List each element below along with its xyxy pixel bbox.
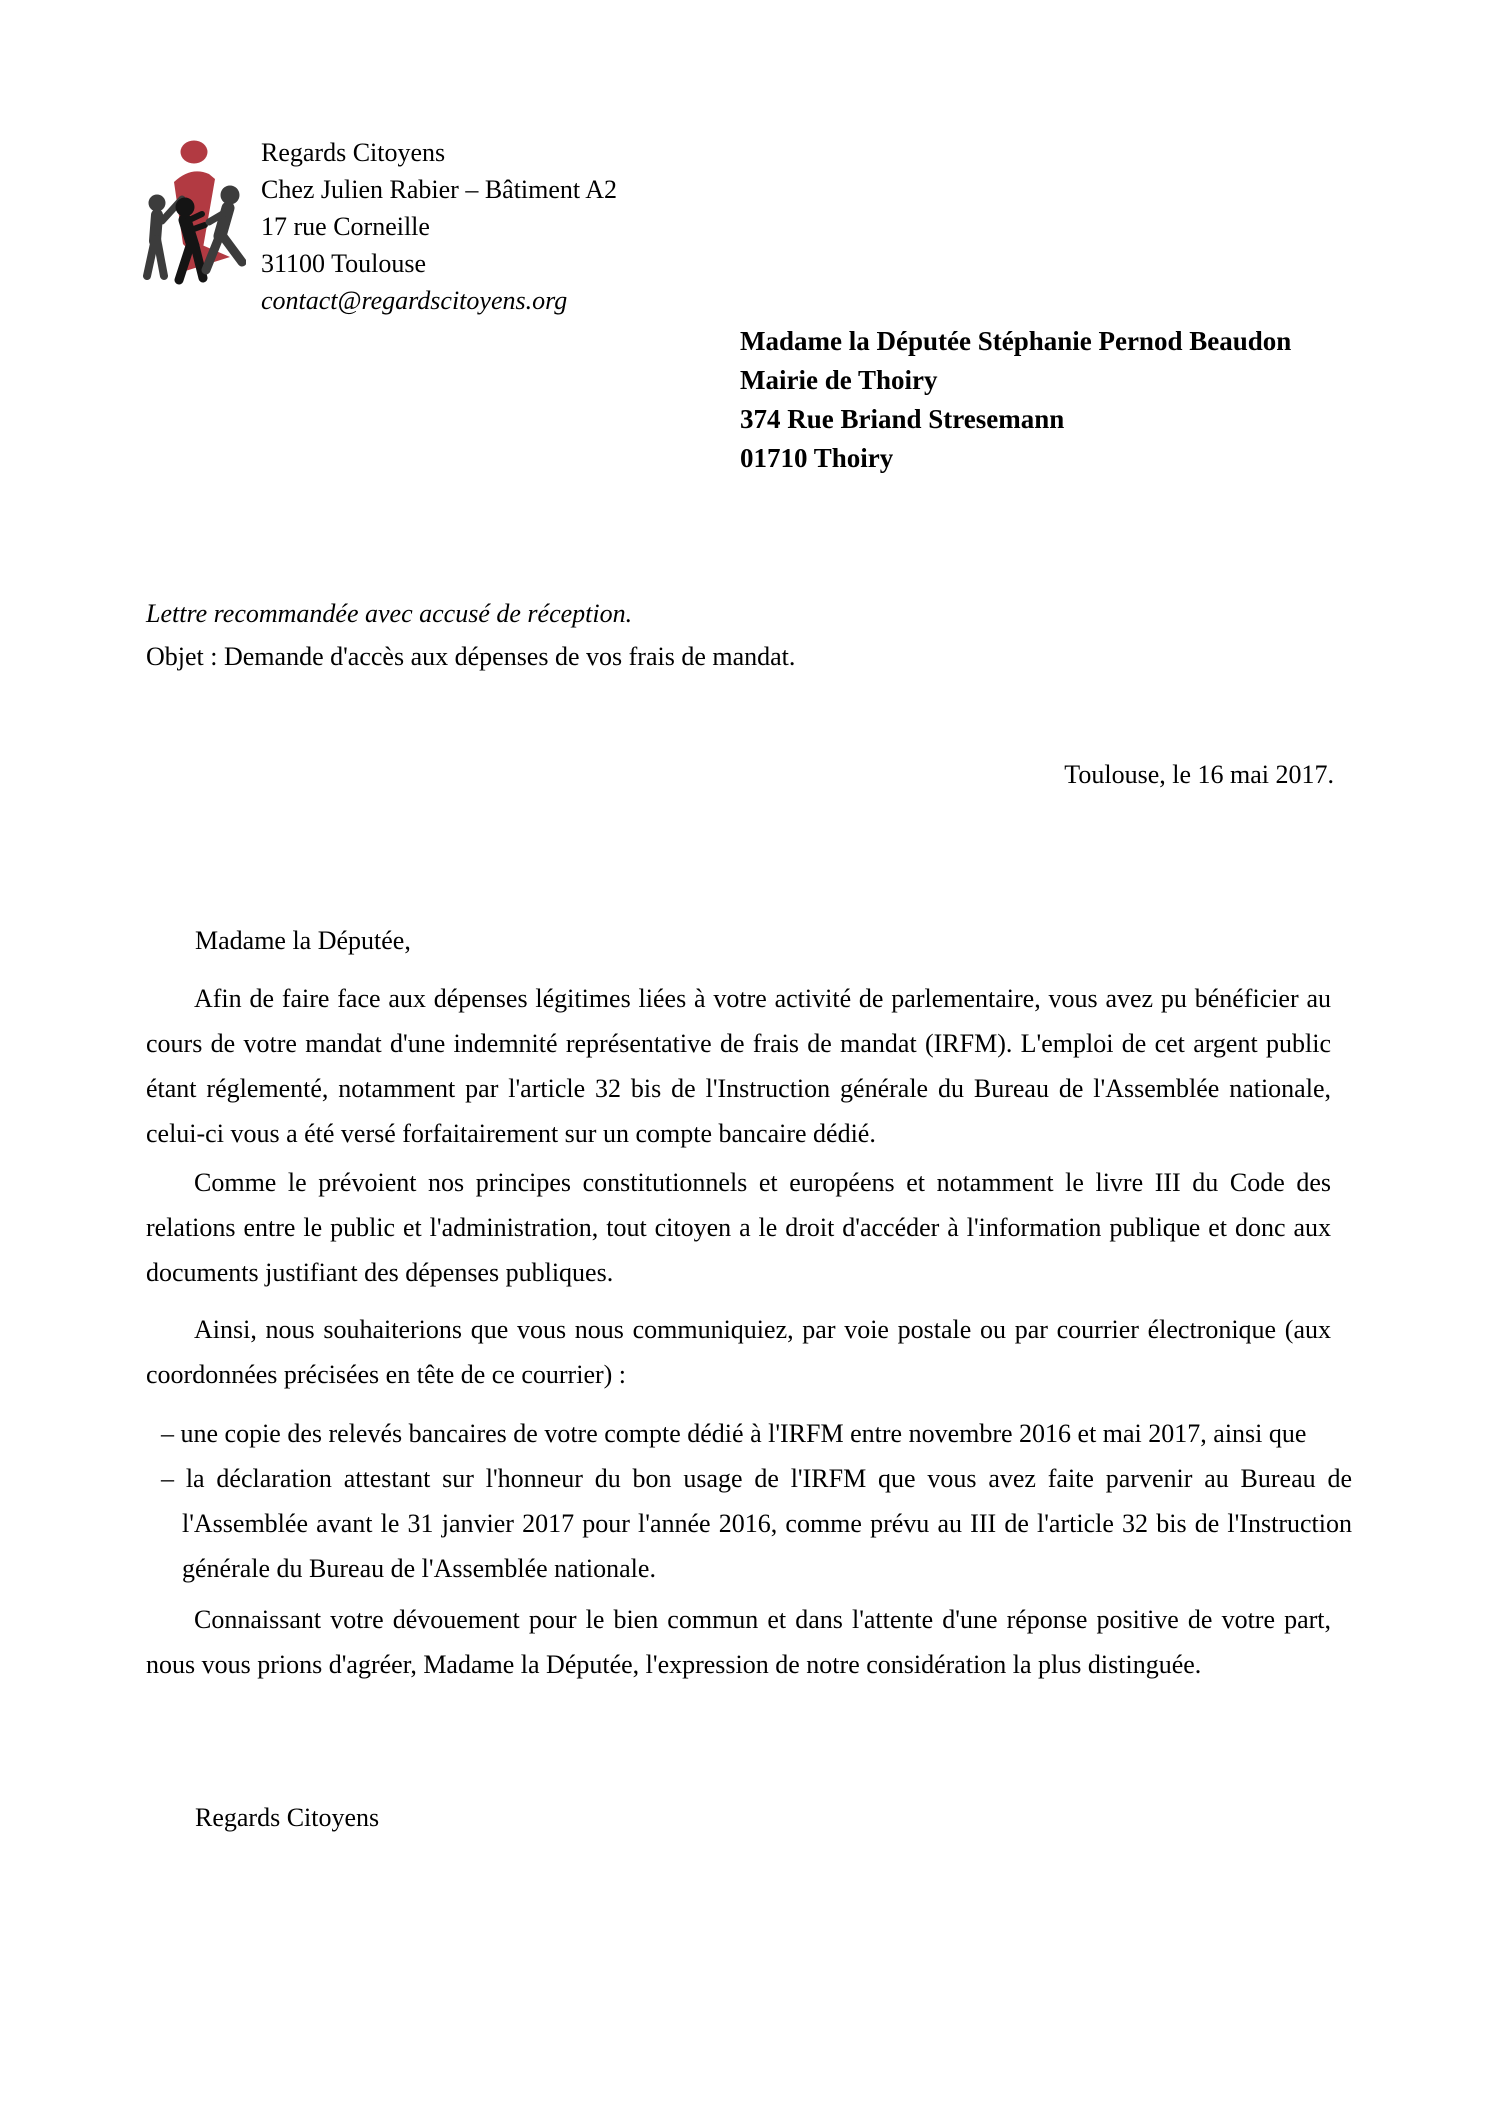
sender-email: contact@regardscitoyens.org [261, 286, 568, 315]
recipient-address-line: 374 Rue Briand Stresemann [740, 404, 1065, 434]
sender-address-line: Chez Julien Rabier – Bâtiment A2 [261, 175, 617, 204]
recipient-address-line: Mairie de Thoiry [740, 365, 938, 395]
list-item-declaration [161, 1456, 1352, 1591]
recipient-block [740, 322, 1291, 478]
regards-citoyens-logo-icon [141, 136, 246, 290]
list-dash: – [161, 1464, 174, 1493]
body-paragraph-2: Comme le prévoient nos principes constitutionnels et européens et notamment le livre III du Code des relations entre le public et l'administration, tout citoyen a le droit d'accéder à l'information publique et donc aux documents justifiant des dépenses publiques. [146, 1168, 1331, 1287]
logo-i-dot [181, 141, 208, 164]
sender-block [261, 134, 617, 319]
salutation: Madame la Députée, [195, 926, 411, 955]
subject-line: Objet : Demande d'accès aux dépenses de vos frais de mandat. [146, 642, 796, 671]
signature: Regards Citoyens [195, 1803, 380, 1832]
sender-address-line: 17 rue Corneille [261, 212, 430, 241]
regards-citoyens-logo [141, 136, 246, 290]
body-paragraph-3: Ainsi, nous souhaiterions que vous nous communiquiez, par voie postale ou par courrier électronique (aux coordonnées précisées en tête de ce courrier) : [146, 1315, 1331, 1389]
list-item-text: une copie des relevés bancaires de votre compte dédié à l'IRFM entre novembre 2016 et mai 2017, ainsi que [180, 1419, 1307, 1448]
recipient-address-line: 01710 Thoiry [740, 443, 894, 473]
list-dash: – [161, 1419, 174, 1448]
registered-mail-notice: Lettre recommandée avec accusé de réception. [146, 599, 633, 628]
reference-block [146, 592, 795, 678]
sender-name: Regards Citoyens [261, 138, 446, 167]
list-item-text: la déclaration attestant sur l'honneur du bon usage de l'IRFM que vous avez faite parvenir au Bureau de l'Assemblée avant le 31 janvier 2017 pour l'année 2016, comme prévu au III de l'article 32 bis de l'Instruction générale du Bureau de l'Assemblée nationale. [182, 1464, 1352, 1583]
list-item-bank-statements [161, 1411, 1352, 1456]
closing-paragraph: Connaissant votre dévouement pour le bien commun et dans l'attente d'une réponse positive de votre part, nous vous prions d'agréer, Madame la Députée, l'expression de notre considération la plus distinguée. [146, 1605, 1331, 1679]
recipient-name: Madame la Députée Stéphanie Pernod Beaudon [740, 326, 1292, 356]
body-paragraph-1: Afin de faire face aux dépenses légitimes liées à votre activité de parlementaire, vous avez pu bénéficier au cours de votre mandat d'une indemnité représentative de frais de mandat (IRFM). L'emploi de cet argent public étant réglementé, notamment par l'article 32 bis de l'Instruction générale du Bureau de l'Assemblée nationale, celui-ci vous a été versé forfaitairement sur un compte bancaire dédié. [146, 984, 1331, 1148]
sender-address-line: 31100 Toulouse [261, 249, 427, 278]
dateline: Toulouse, le 16 mai 2017. [1064, 760, 1334, 789]
